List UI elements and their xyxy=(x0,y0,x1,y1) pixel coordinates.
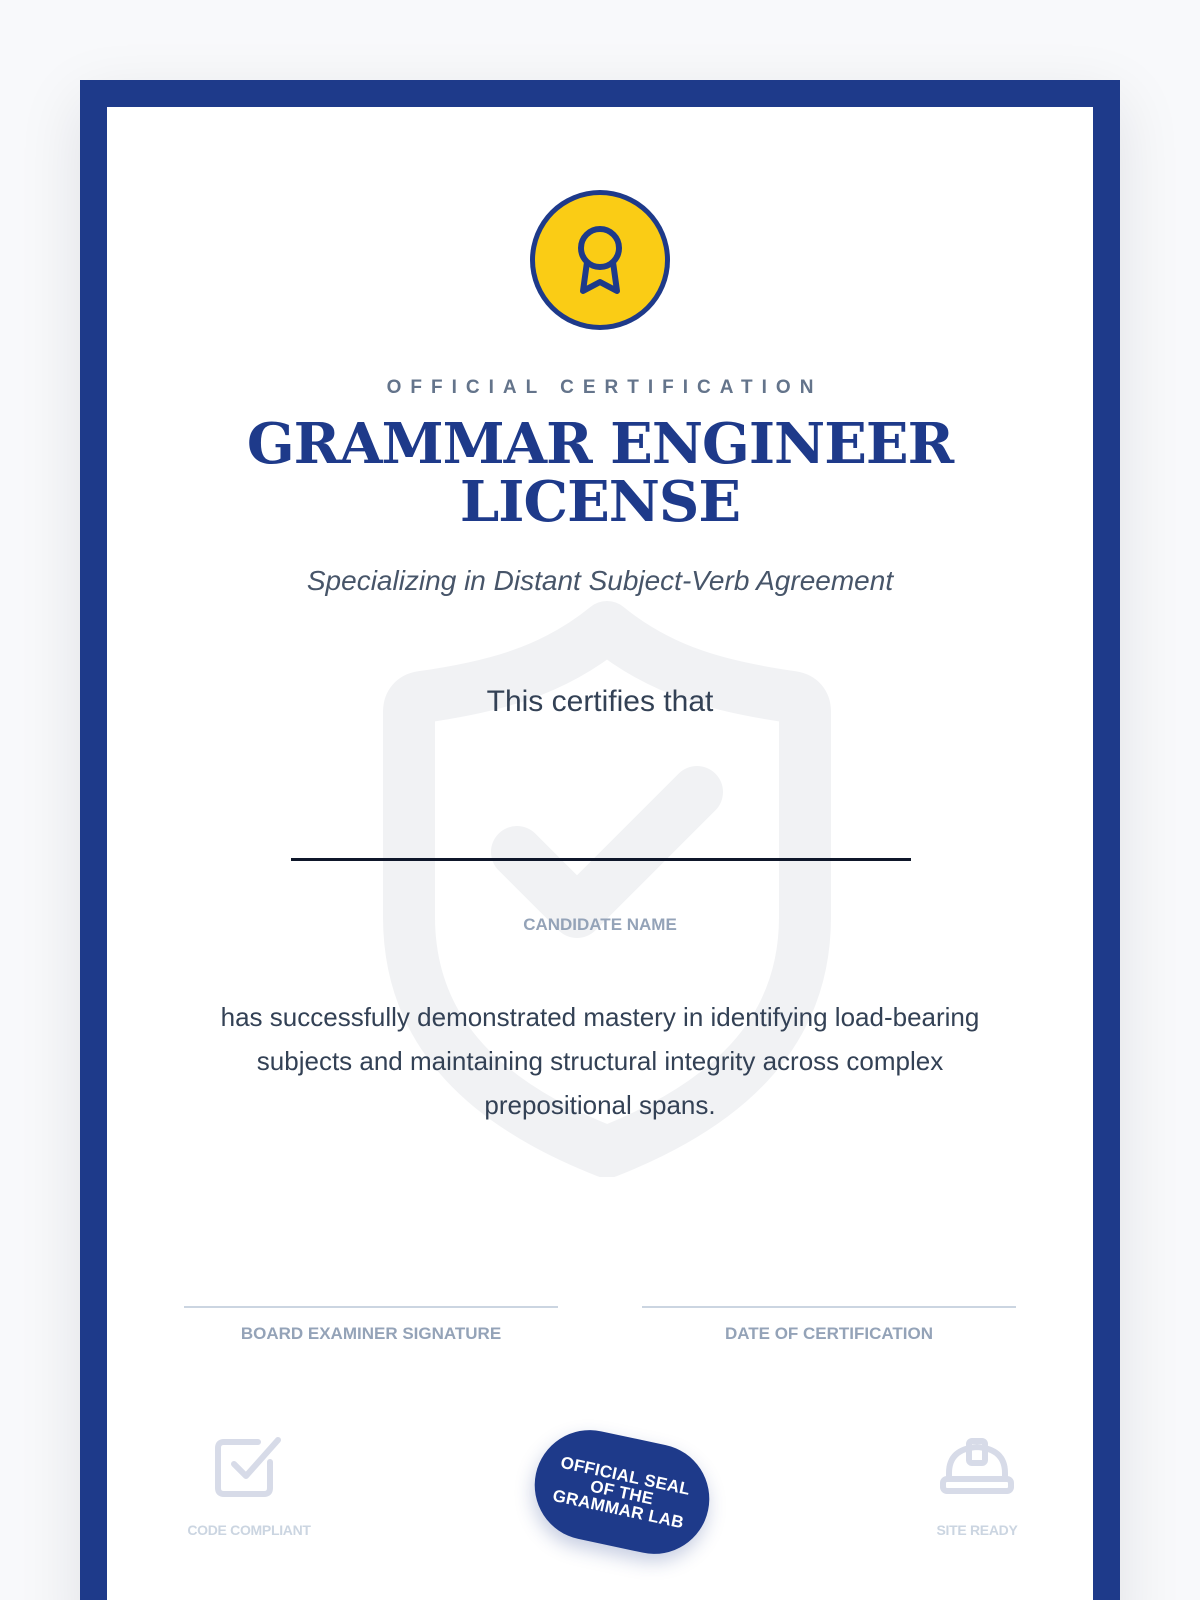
title-line-1: GRAMMAR ENGINEER xyxy=(246,411,954,477)
certification-statement: has successfully demonstrated mastery in identifying load-bearing subjects and maintaining structural integrity across complex prepositional spans. xyxy=(220,1002,980,1120)
official-seal xyxy=(524,1420,719,1564)
award-ribbon-icon xyxy=(527,187,673,333)
certificate-title xyxy=(107,411,1093,535)
candidate-name-label: CANDIDATE NAME xyxy=(523,915,677,934)
candidate-name-line[interactable] xyxy=(291,858,911,861)
site-ready-label: SITE READY xyxy=(936,1522,1018,1538)
certification-eyebrow: OFFICIAL CERTIFICATION xyxy=(386,377,823,398)
hard-hat-icon xyxy=(939,1435,1015,1499)
title-line-2: LICENSE xyxy=(459,469,741,535)
certificate-border xyxy=(80,80,1120,1600)
certification-date-label: DATE OF CERTIFICATION xyxy=(724,1324,934,1343)
certificate-card xyxy=(107,107,1093,1600)
examiner-signature-label: BOARD EXAMINER SIGNATURE xyxy=(240,1324,502,1343)
certification-date-line[interactable] xyxy=(642,1306,1016,1308)
examiner-signature-line[interactable] xyxy=(184,1306,558,1308)
seal-text: OFFICIAL SEAL OF THE GRAMMAR LAB xyxy=(551,1452,693,1532)
checkbox-icon xyxy=(212,1432,284,1504)
certifies-text: This certifies that xyxy=(486,685,714,718)
certificate-subtitle: Specializing in Distant Subject-Verb Agreement xyxy=(306,565,894,596)
code-compliant-label: CODE COMPLIANT xyxy=(187,1522,311,1538)
